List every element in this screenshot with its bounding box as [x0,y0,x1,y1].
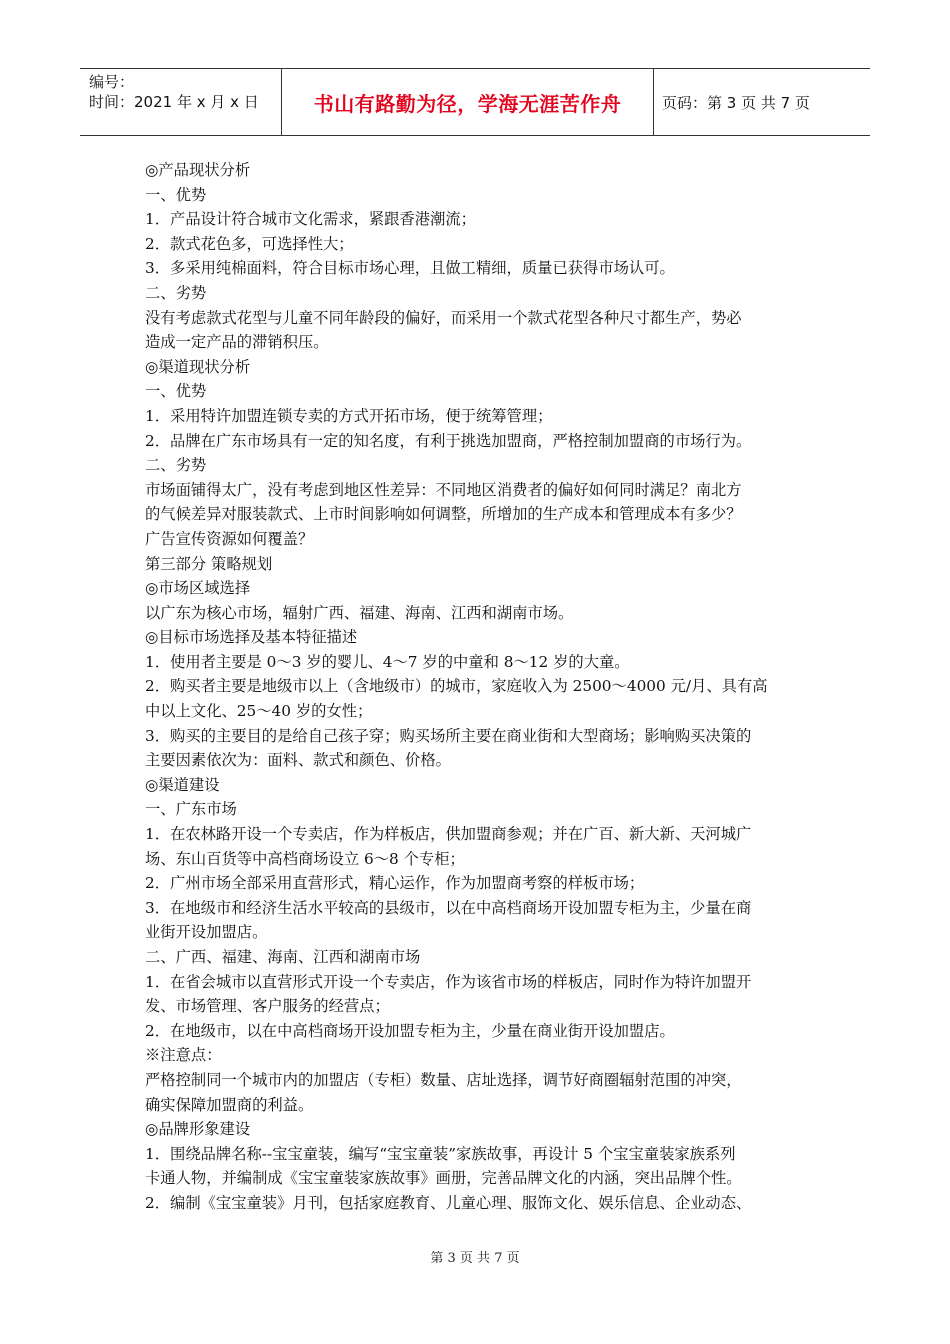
text-line: 造成一定产品的滞销积压。 [145,333,329,352]
text-line: 1．产品设计符合城市文化需求，紧跟香港潮流； [145,210,476,229]
text-line: 一、广东市场 [145,800,237,819]
text-line: 3．多采用纯棉面料，符合目标市场心理，且做工精细，质量已获得市场认可。 [145,259,675,278]
text-line: ※注意点： [145,1046,222,1065]
page-header [80,68,870,136]
text-line: 1．采用特许加盟连锁专卖的方式开拓市场，便于统筹管理； [145,406,553,425]
document-number-label: 编号： [89,73,135,91]
text-line: 1．围绕品牌名称--宝宝童装，编写“宝宝童装”家族故事，再设计 5 个宝宝童装家族系列 [145,1144,736,1163]
text-line: 1．使用者主要是 0～3 岁的婴儿、4～7 岁的中童和 8～12 岁的大童。 [145,652,630,671]
text-line: 二、广西、福建、海南、江西和湖南市场 [145,948,421,966]
text-line: 业街开设加盟店。 [145,923,268,942]
text-line: ◎市场区域选择 [145,579,251,598]
header-page-label: 页码：第 3 页 共 7 页 [662,93,810,112]
text-line: 发、市场管理、客户服务的经营点； [145,997,390,1016]
text-line: 2．广州市场全部采用直营形式，精心运作，作为加盟商考察的样板市场； [145,874,645,893]
text-line: 一、优势 [145,185,207,204]
text-line: 二、劣势 [145,283,207,302]
text-line: ◎渠道建设 [145,775,220,794]
text-line: 2．款式花色多，可选择性大； [145,234,354,253]
text-line: 1．在农林路开设一个专卖店，作为样板店，供加盟商参观；并在广百、新大新、天河城广 [145,825,752,844]
text-line: 以广东为核心市场，辐射广西、福建、海南、江西和湖南市场。 [145,603,574,622]
text-line: 2．购买者主要是地级市以上（含地级市）的城市，家庭收入为 2500～4000 元/月、具有高 [145,677,768,696]
text-line: 3．购买的主要目的是给自己孩子穿；购买场所主要在商业街和大型商场；影响购买决策的 [145,726,752,745]
text-line: ◎渠道现状分析 [145,357,251,376]
text-line: 第三部分 策略规划 [145,554,273,573]
text-line: 场、东山百货等中高档商场设立 6～8 个专柜； [145,849,465,868]
text-line: 1．在省会城市以直营形式开设一个专卖店，作为该省市场的样板店，同时作为特许加盟开 [145,972,752,991]
text-line: 2．在地级市，以在中高档商场开设加盟专柜为主，少量在商业街开设加盟店。 [145,1021,675,1040]
document-date-label: 时间：2021 年 x 月 x 日 [89,93,259,111]
text-line: 确实保障加盟商的利益。 [145,1095,314,1114]
text-line: 的气候差异对服装款式、上市时间影响如何调整，所增加的生产成本和管理成本有多少？ [145,505,742,524]
text-line: 主要因素依次为：面料、款式和颜色、价格。 [145,751,451,770]
text-line: ◎目标市场选择及基本特征描述 [145,628,358,647]
text-line: 严格控制同一个城市内的加盟店（专柜）数量、店址选择，调节好商圈辐射范围的冲突， [145,1070,742,1089]
text-line: 市场面铺得太广，没有考虑到地区性差异：不同地区消费者的偏好如何同时满足？南北方 [145,480,742,499]
text-line: ◎品牌形象建设 [145,1120,251,1139]
text-line: 卡通人物，并编制成《宝宝童装家族故事》画册，完善品牌文化的内涵，突出品牌个性。 [145,1169,742,1188]
header-motto: 书山有路勤为径，学海无涯苦作舟 [282,69,654,135]
document-body [145,158,815,1216]
header-info-cell [80,69,282,135]
text-line: ◎产品现状分析 [145,161,251,179]
page-footer: 第 3 页 共 7 页 [430,1251,520,1266]
text-line: 中以上文化、25～40 岁的女性； [145,702,373,721]
text-line: 二、劣势 [145,456,207,475]
text-line: 没有考虑款式花型与儿童不同年龄段的偏好，而采用一个款式花型各种尺寸都生产，势必 [145,308,742,327]
text-line: 一、优势 [145,382,207,401]
text-line: 广告宣传资源如何覆盖？ [145,529,314,548]
text-line: 3．在地级市和经济生活水平较高的县级市，以在中高档商场开设加盟专柜为主，少量在商 [145,898,752,917]
text-line: 2．品牌在广东市场具有一定的知名度，有利于挑选加盟商，严格控制加盟商的市场行为。 [145,431,752,450]
text-line: 2．编制《宝宝童装》月刊，包括家庭教育、儿童心理、服饰文化、娱乐信息、企业动态、 [145,1193,752,1212]
